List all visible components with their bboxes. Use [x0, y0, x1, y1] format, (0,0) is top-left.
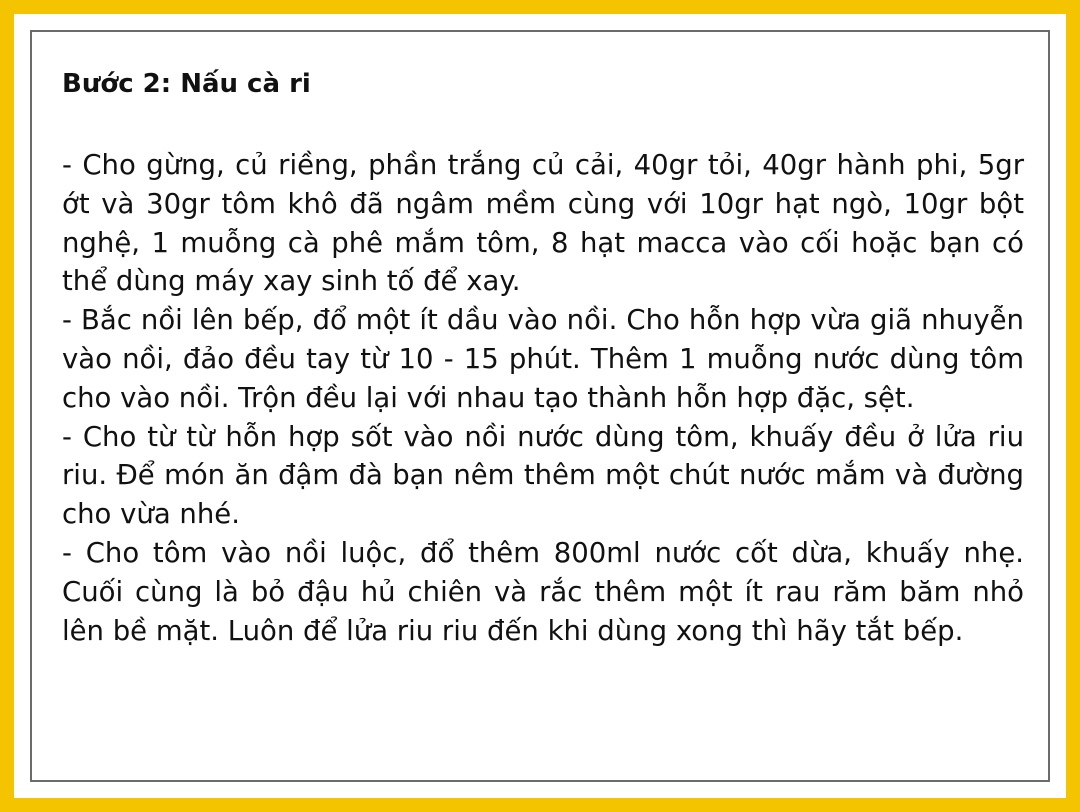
- step-paragraph-2: - Bắc nồi lên bếp, đổ một ít dầu vào nồi. Cho hỗn hợp vừa giã nhuyễn vào nồi, đảo đều tay từ 10 - 15 phút. Thêm 1 muỗng nước dùng tôm cho vào nồi. Trộn đều lại với nhau tạo thành hỗn hợp đặc, sệt.: [62, 304, 1024, 414]
- step-title: Bước 2: Nấu cà ri: [62, 69, 311, 99]
- recipe-step-content: [62, 66, 1024, 650]
- step-paragraph-1: - Cho gừng, củ riềng, phần trắng củ cải, 40gr tỏi, 40gr hành phi, 5gr ớt và 30gr tôm khô đã ngâm mềm cùng với 10gr hạt ngò, 10gr bột nghệ, 1 muỗng cà phê mắm tôm, 8 hạt macca vào cối hoặc bạn có thể dùng máy xay sinh tố để xay.: [62, 149, 1024, 298]
- step-body: [62, 146, 1024, 650]
- step-paragraph-4: - Cho tôm vào nồi luộc, đổ thêm 800ml nước cốt dừa, khuấy nhẹ. Cuối cùng là bỏ đậu hủ chiên và rắc thêm một ít rau răm băm nhỏ lên bề mặt. Luôn để lửa riu riu đến khi dùng xong thì hãy tắt bếp.: [62, 536, 1024, 647]
- step-paragraph-3: - Cho từ từ hỗn hợp sốt vào nồi nước dùng tôm, khuấy đều ở lửa riu riu. Để món ăn đậm đà bạn nêm thêm một chút nước mắm và đường cho vừa nhé.: [62, 420, 1024, 531]
